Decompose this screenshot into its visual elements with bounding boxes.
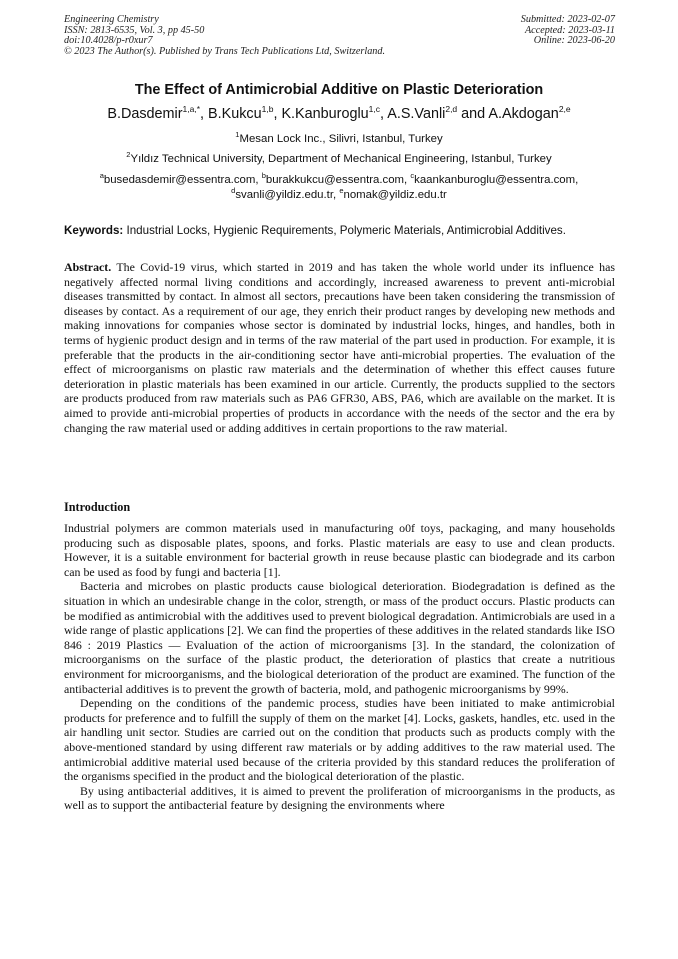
section-heading-introduction: Introduction — [64, 500, 131, 514]
accepted-date: Accepted: 2023-03-11 — [524, 24, 615, 36]
affiliation-2: $^2$Yıldız Technical University, Department of Mechanical Engineering, Istanbul, Turkey — [126, 150, 552, 165]
online-date: Online: 2023-06-20 — [533, 35, 615, 46]
doi-line: doi:10.4028/p-r0xur7 — [64, 35, 153, 46]
email-link[interactable]: busedasdemir@essentra.com, — [103, 174, 262, 186]
email-link[interactable]: svanli@yildiz.edu.tr, — [235, 189, 340, 201]
journal-name: Engineering Chemistry — [64, 14, 159, 25]
author: A.S.Vanli$^{2,d}$ and — [387, 104, 489, 122]
paragraph: By using antibacterial additives, it is aimed to prevent the proliferation of microorganisms in the products, as well as to support the antibacterial feature by designing the environments where — [64, 783, 615, 813]
email-link[interactable]: nomak@yildiz.edu.tr — [343, 189, 447, 201]
email-link[interactable]: burakkukcu@essentra.com, — [265, 174, 411, 186]
email-line-1: $^a$busedasdemir@essentra.com, $^b$burakkukcu@essentra.com, $^c$kaankanburoglu@essentra.com, — [99, 171, 579, 186]
journal-header — [64, 15, 385, 57]
keywords — [64, 224, 615, 237]
author: A.Akdogan$^{2,e}$ — [488, 104, 571, 122]
abstract-label: Abstract. — [64, 260, 112, 274]
paragraph: Depending on the conditions of the pandemic process, studies have been initiated to make antimicrobial products for preference and to fulfill the supply of them on the market [4]. Locks, gaskets, handles, etc. used in the air handling unit sector. Studies are carried out on the condition that products such as products comply with the above-mentioned standard by using different raw materials or by adding additives to the raw material used. The antimicrobial additive material used because of the criteria provided by this standard reduces the proliferation of the organisms specified in the product and the biological deterioration of the plastic. — [64, 696, 615, 784]
abstract-text: The Covid-19 virus, which started in 2019 and has taken the whole world under its influence has negatively affected normal living conditions and accordingly, increased awareness to prevent anti-microbial diseases transmitted by contact. In almost all sectors, precautions have been taken considering the transmission of diseases by contact. As a requirement of our age, they enrich their product ranges by developing new methods and making innovations for companies whose sector is dominated by industrial locks, hinges, and handles, both in terms of hygienic product design and in terms of the raw material of the part used in production. For example, it is preferable that the products in the air-conditioning sector have anti-microbial properties. The evaluation of the effect of microorganisms on plastic raw materials and the determination of whether this effect causes future deterioration in plastic materials has been examined in our article. Currently, the products supplied to the sectors are products produced from raw materials such as PA6 GFR30, ABS, PA6, which are available on the market. It is aimed to provide anti-microbial properties of products in accordance with the needs of the sector and the era by changing the raw material used or adding additives in certain proportions to the raw material. — [64, 260, 615, 435]
keywords-label: Keywords: — [64, 224, 124, 237]
email-line-2: $^d$svanli@yildiz.edu.tr, $^e$nomak@yildiz.edu.tr — [231, 186, 447, 201]
author: B.Kukcu$^{1,b}$, — [208, 104, 282, 122]
author: K.Kanburoglu$^{1,c}$, — [281, 104, 388, 122]
email-link[interactable]: kaankanburoglu@essentra.com, — [414, 174, 579, 186]
paper-title: The Effect of Antimicrobial Additive on Plastic Deterioration — [134, 82, 544, 98]
author: B.Dasdemir$^{1,a,*}$, — [107, 104, 209, 122]
paragraph: Industrial polymers are common materials used in manufacturing o0f toys, packaging, and many households producing such as disposable plates, spoons, and forks. Plastic materials are easy to use and clean products. However, it is a suitable environment for bacterial growth in reuse because plastic can biodegrade and its carbon can be used as food by fungi and bacteria [1]. — [64, 521, 615, 579]
keywords-text: Industrial Locks, Hygienic Requirements, Polymeric Materials, Antimicrobial Additives. — [123, 224, 566, 237]
author-list — [0, 106, 678, 122]
copyright-line: © 2023 The Author(s). Published by Trans Tech Publications Ltd, Switzerland. — [64, 45, 386, 57]
submitted-date: Submitted: 2023-02-07 — [520, 14, 615, 25]
affiliation-1: $^1$Mesan Lock Inc., Silivri, Istanbul, Turkey — [235, 130, 443, 145]
issn-line: ISSN: 2813-6535, Vol. 3, pp 45-50 — [64, 24, 205, 36]
introduction-body — [64, 521, 615, 813]
abstract — [64, 260, 615, 435]
dates-header — [521, 15, 615, 47]
paragraph: Bacteria and microbes on plastic products cause biological deterioration. Biodegradation is defined as the situation in which an undesirable change in the color, strength, or mass of the product occurs. Plastic products can be modified as antimicrobial with the additives used to prevent biological degradation. Antimicrobials are used in a wide range of plastic applications [2]. We can find the properties of these additives in the related standards like ISO 846 : 2019 Plastics — Evaluation of the action of microorganisms [3]. In the standard, the colonization of microorganisms on the surface of the plastic product, the deterioration of plastics that create a nutritious environment for microorganisms, and the biological deterioration of the product are examined. The function of the antibacterial additives is to prevent the growth of bacteria, mold, and pathogenic microorganisms by 99%. — [64, 579, 615, 696]
